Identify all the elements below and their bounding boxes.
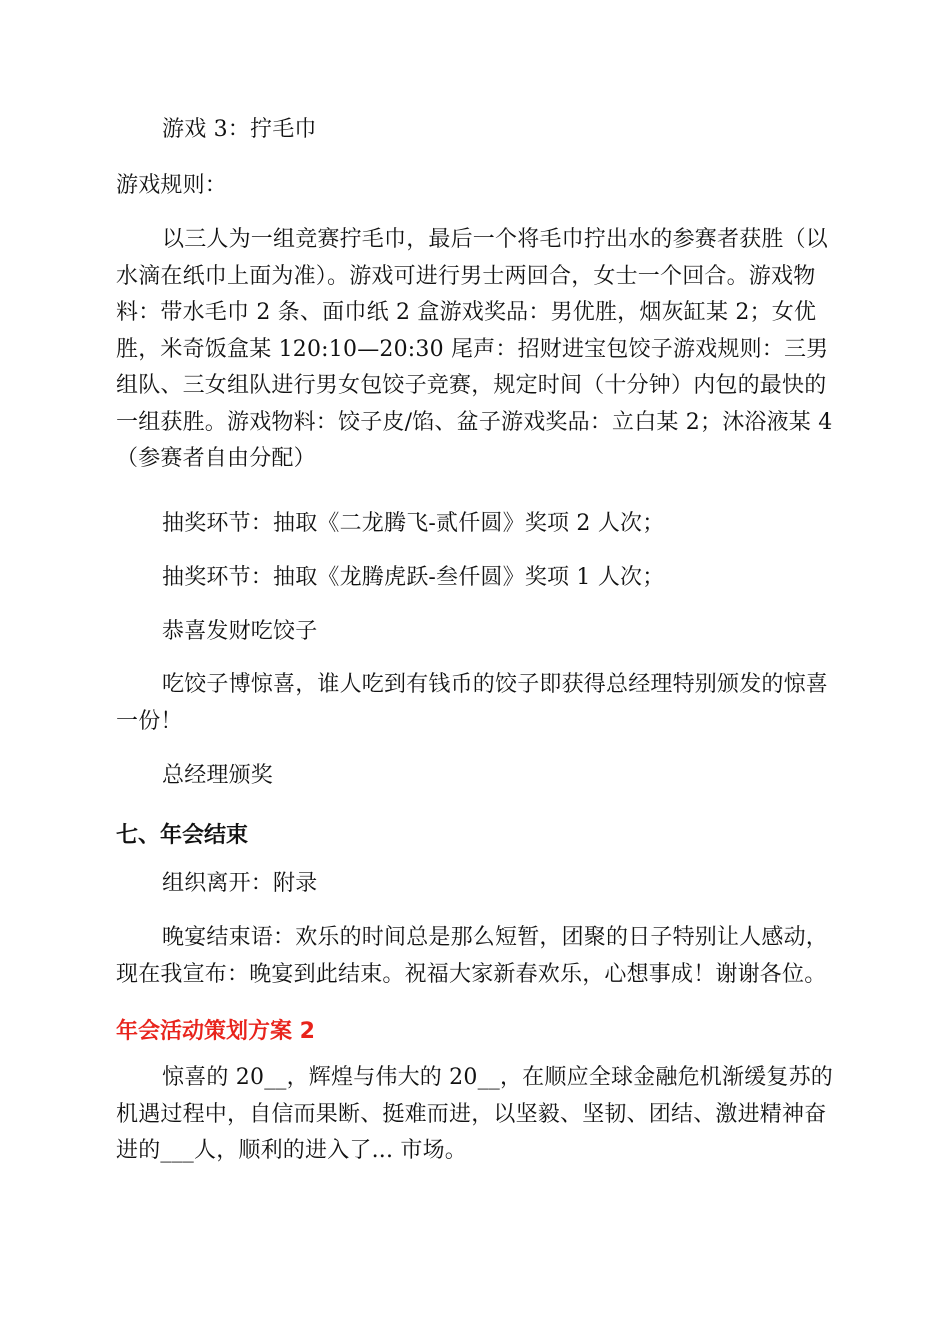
lottery-line-1: 抽奖环节：抽取《二龙腾飞-贰仟圆》奖项 2 人次； <box>162 511 665 536</box>
game3-title: 游戏 3：拧毛巾 <box>162 117 317 142</box>
rules-label: 游戏规则： <box>116 173 228 198</box>
plan2-paragraph: 惊喜的 20__，辉煌与伟大的 20__，在顺应全球金融危机渐缓复苏的机遇过程中，自信而果断、挺难而进，以坚毅、坚韧、团结、激进精神奋进的___人，顺利的进入了... 市场。 <box>116 1065 833 1163</box>
leave-line: 组织离开：附录 <box>162 871 318 896</box>
plan2-heading: 年会活动策划方案 2 <box>116 1019 315 1044</box>
lottery-line-2: 抽奖环节：抽取《龙腾虎跃-叁仟圆》奖项 1 人次； <box>162 565 665 590</box>
dumpling-paragraph: 吃饺子博惊喜，谁人吃到有钱币的饺子即获得总经理特别颁发的惊喜一份！ <box>116 672 829 734</box>
closing-paragraph: 晚宴结束语：欢乐的时间总是那么短暂，团聚的日子特别让人感动，现在我宣布：晚宴到此结束。祝福大家新春欢乐，心想事成！谢谢各位。 <box>116 925 829 987</box>
rules-paragraph: 以三人为一组竞赛拧毛巾，最后一个将毛巾拧出水的参赛者获胜（以水滴在纸巾上面为准）。游戏可进行男士两回合，女士一个回合。游戏物料：带水毛巾 2 条、面巾纸 2 盒游戏奖品：男优胜，烟灰缸某 2；女优胜，米奇饭盒某 120:10—20:30 尾声：招财进宝包饺子游戏规则：三男组队、三女组队进行男女包饺子竞赛，规定时间（十分钟）内包的最快的一组获胜。游戏物料：饺子皮/馅、盆子游戏奖品：立白某 2；沐浴液某 4（参赛者自由分配） <box>116 227 833 471</box>
section7-heading: 七、年会结束 <box>116 823 249 848</box>
gm-award-line: 总经理颁奖 <box>162 763 274 788</box>
dumpling-title: 恭喜发财吃饺子 <box>162 619 318 644</box>
